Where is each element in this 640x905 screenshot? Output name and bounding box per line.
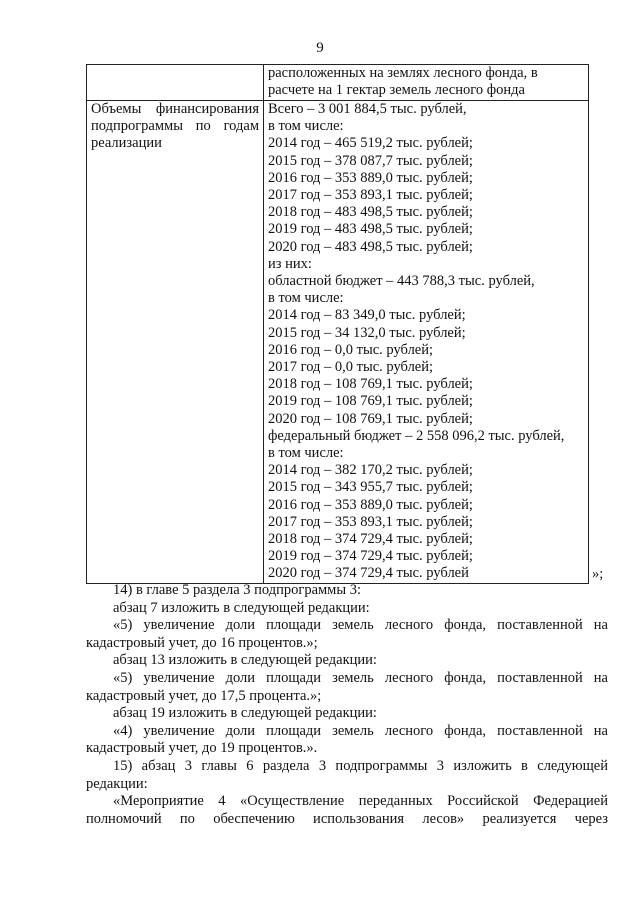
abzac-7-text: «5) увеличение доли площади земель лесного фонда, поставленной на кадастровый учет, до 16 процентов.»; <box>86 617 608 651</box>
value-line: в том числе: <box>268 290 344 307</box>
value-line: из них: <box>268 255 312 272</box>
value-line: 2015 год – 34 132,0 тыс. рублей; <box>268 324 466 341</box>
continuation-label-cell <box>87 65 264 101</box>
value-line: в том числе: <box>268 445 344 462</box>
abzac-13-text: «5) увеличение доли площади земель лесного фонда, поставленной на кадастровый учет, до 17,5 процента.»; <box>86 669 608 704</box>
value-line: 2018 год – 108 769,1 тыс. рублей; <box>268 376 473 393</box>
table-row-financing <box>87 101 589 584</box>
value-line: 2020 год – 374 729,4 тыс. рублей <box>268 565 469 582</box>
continuation-line: расчете на 1 гектар земель лесного фонда <box>268 82 525 99</box>
abzac-19-intro: абзац 19 изложить в следующей редакции: <box>113 705 377 722</box>
value-line: 2019 год – 374 729,4 тыс. рублей; <box>268 548 473 565</box>
label-line: подпрограммы по годам <box>91 118 259 135</box>
continuation-text-cell <box>264 65 589 101</box>
value-line: 2017 год – 353 893,1 тыс. рублей; <box>268 513 473 530</box>
value-line: 2014 год – 382 170,2 тыс. рублей; <box>268 462 473 479</box>
value-line: областной бюджет – 443 788,3 тыс. рублей, <box>268 273 535 290</box>
value-line: 2015 год – 343 955,7 тыс. рублей; <box>268 479 473 496</box>
value-line: 2019 год – 483 498,5 тыс. рублей; <box>268 221 473 238</box>
value-line: Всего – 3 001 884,5 тыс. рублей, <box>268 101 467 117</box>
table-row-continuation <box>87 65 589 101</box>
abzac-13-intro: абзац 13 изложить в следующей редакции: <box>113 652 377 669</box>
financing-table <box>86 64 589 584</box>
value-line: 2016 год – 353 889,0 тыс. рублей; <box>268 169 473 186</box>
value-line: 2017 год – 0,0 тыс. рублей; <box>268 359 434 376</box>
value-line: в том числе: <box>268 118 344 135</box>
item-15-text: 15) абзац 3 главы 6 раздела 3 подпрограммы 3 изложить в следующей редакции: <box>86 757 608 792</box>
label-line: Объемы финансирования <box>91 101 259 117</box>
value-line: 2015 год – 378 087,7 тыс. рублей; <box>268 152 473 169</box>
financing-label-cell <box>87 101 264 584</box>
continuation-line: расположенных на землях лесного фонда, в <box>268 65 538 81</box>
value-line: 2019 год – 108 769,1 тыс. рублей; <box>268 393 473 410</box>
abzac-19-text: «4) увеличение доли площади земель лесного фонда, поставленной на кадастровый учет, до 19 процентов.». <box>86 722 608 757</box>
value-line: федеральный бюджет – 2 558 096,2 тыс. рублей, <box>268 427 565 444</box>
value-line: 2020 год – 108 769,1 тыс. рублей; <box>268 410 473 427</box>
table-closing-mark: »; <box>592 566 604 582</box>
financing-values-cell <box>264 101 589 584</box>
item-14-heading: 14) в главе 5 раздела 3 подпрограммы 3: <box>113 582 362 598</box>
measure-4-text: «Мероприятие 4 «Осуществление переданных Российской Федерацией полномочий по обеспечению использования лесов» реализуется через <box>86 793 608 827</box>
amendment-text <box>86 582 608 828</box>
value-line: 2020 год – 483 498,5 тыс. рублей; <box>268 238 473 255</box>
label-line: реализации <box>91 135 162 152</box>
value-line: 2016 год – 353 889,0 тыс. рублей; <box>268 496 473 513</box>
page-number: 9 <box>316 40 324 56</box>
value-line: 2018 год – 374 729,4 тыс. рублей; <box>268 531 473 548</box>
value-line: 2017 год – 353 893,1 тыс. рублей; <box>268 187 473 204</box>
value-line: 2018 год – 483 498,5 тыс. рублей; <box>268 204 473 221</box>
value-line: 2014 год – 83 349,0 тыс. рублей; <box>268 307 466 324</box>
abzac-7-intro: абзац 7 изложить в следующей редакции: <box>113 599 370 616</box>
value-line: 2016 год – 0,0 тыс. рублей; <box>268 341 434 358</box>
value-line: 2014 год – 465 519,2 тыс. рублей; <box>268 135 473 152</box>
